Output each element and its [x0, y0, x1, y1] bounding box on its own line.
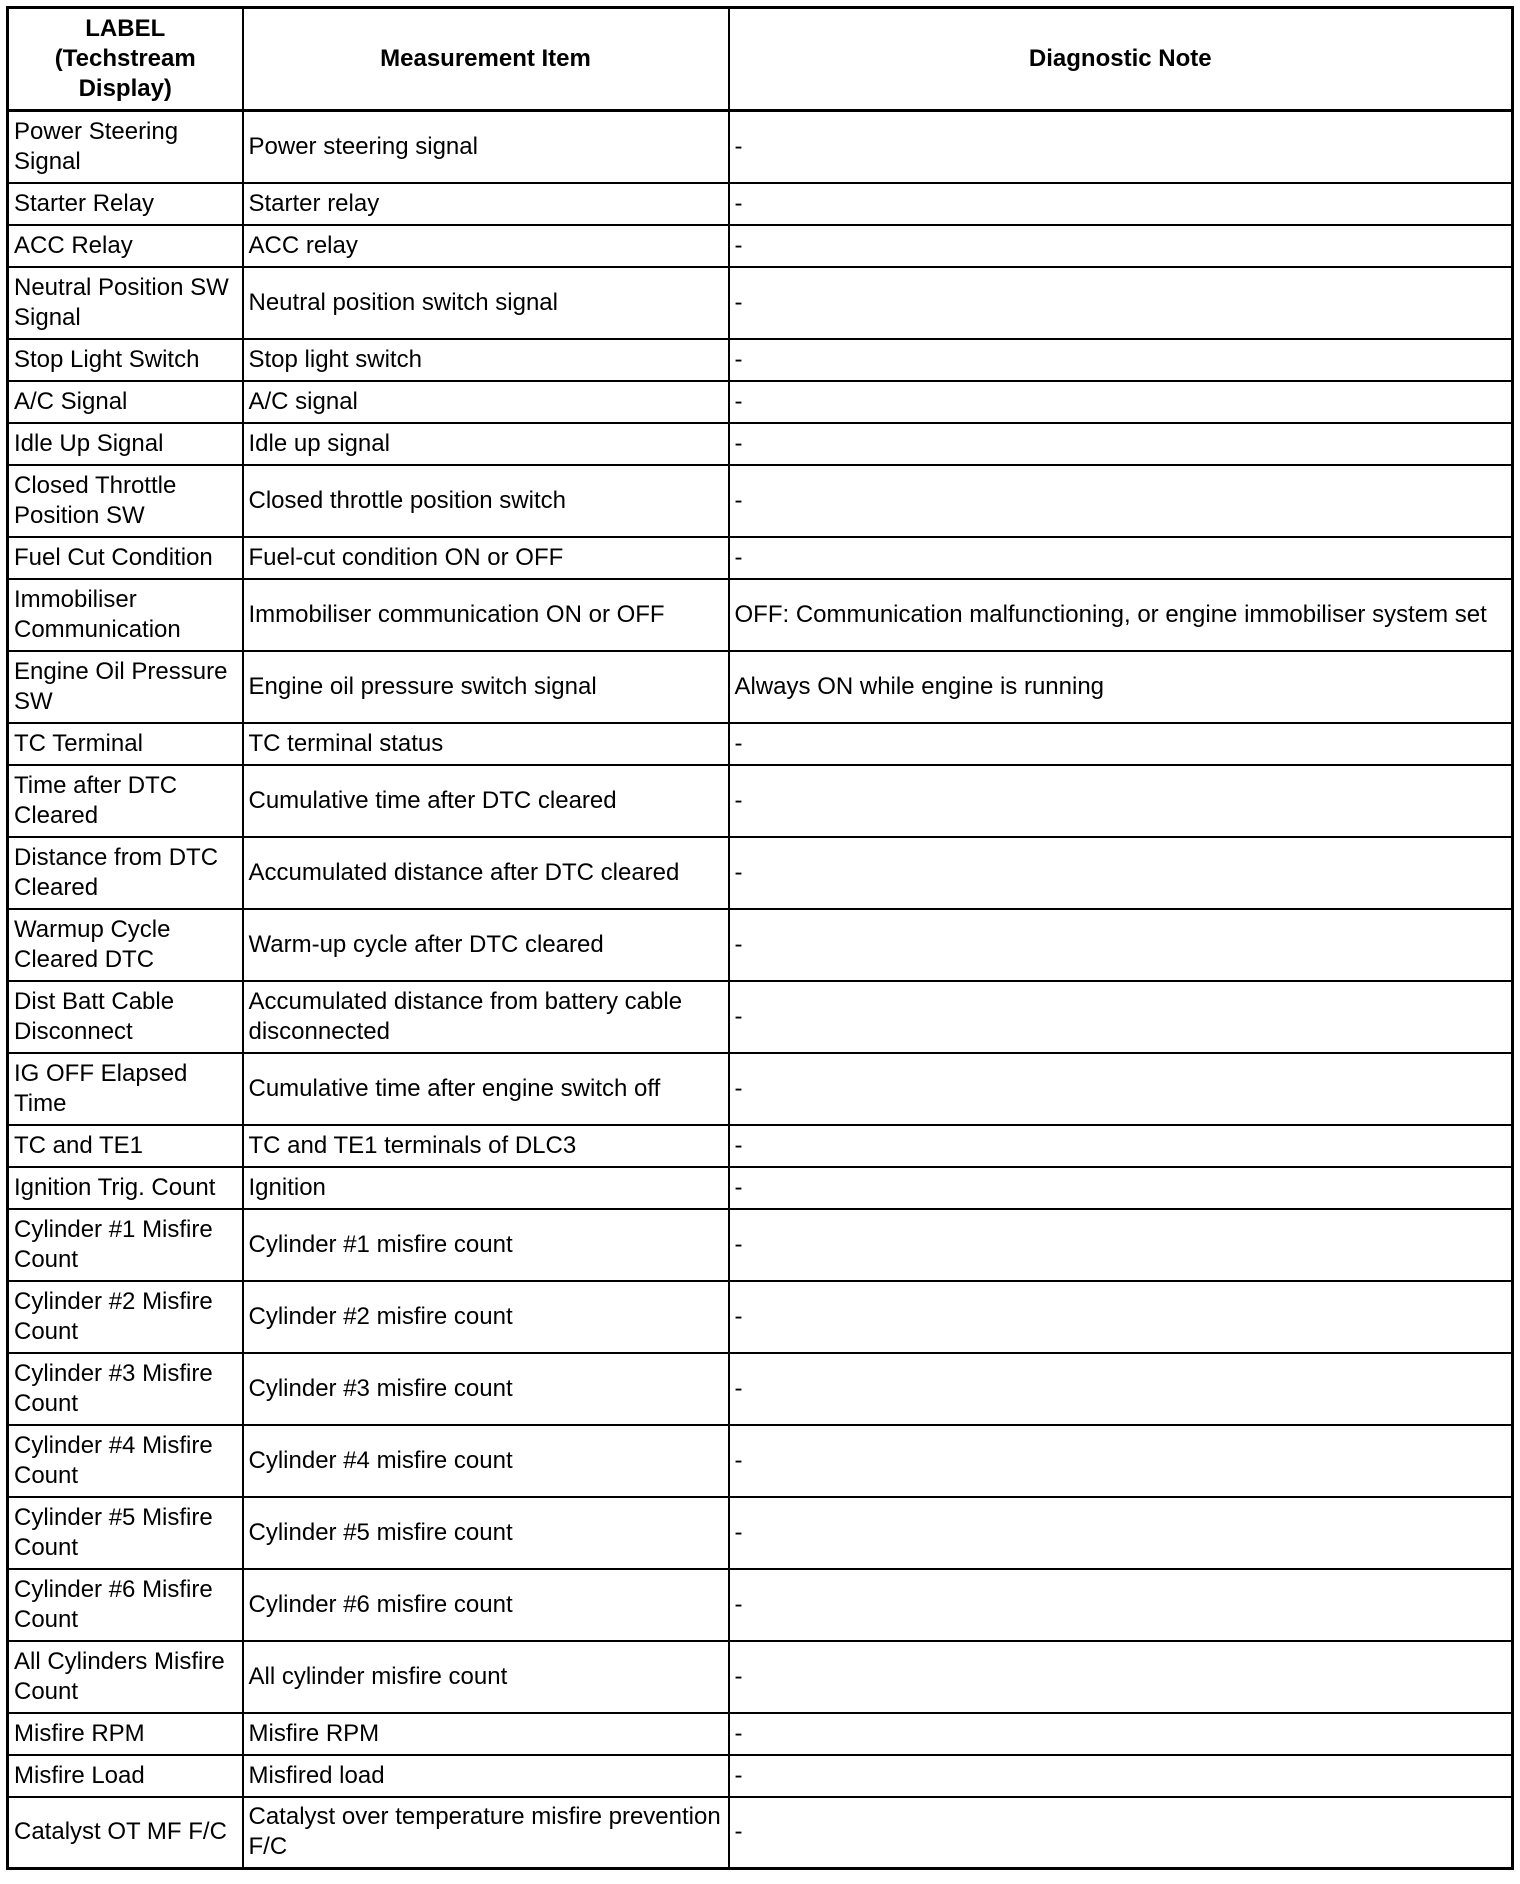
row-diagnostic-note-cell: - — [729, 267, 1513, 339]
table-row — [8, 1497, 1513, 1569]
row-diagnostic-note-cell: - — [729, 1167, 1513, 1209]
table-row — [8, 183, 1513, 225]
row-label-cell: Cylinder #5 Misfire Count — [8, 1497, 243, 1569]
row-measurement-item-cell: Cylinder #3 misfire count — [243, 1353, 729, 1425]
row-measurement-item-cell: ACC relay — [243, 225, 729, 267]
table-row — [8, 579, 1513, 651]
table-row — [8, 1641, 1513, 1713]
row-label-cell: Cylinder #2 Misfire Count — [8, 1281, 243, 1353]
table-row — [8, 1755, 1513, 1797]
row-diagnostic-note-cell: - — [729, 1569, 1513, 1641]
row-measurement-item-cell: Neutral position switch signal — [243, 267, 729, 339]
row-label-cell: Idle Up Signal — [8, 423, 243, 465]
row-diagnostic-note-cell: - — [729, 1053, 1513, 1125]
header-label: LABEL (Techstream Display) — [8, 8, 243, 111]
row-measurement-item-cell: Catalyst over temperature misfire prevention F/C — [243, 1797, 729, 1869]
row-diagnostic-note-cell: - — [729, 1641, 1513, 1713]
row-measurement-item-cell: A/C signal — [243, 381, 729, 423]
row-label-cell: Cylinder #1 Misfire Count — [8, 1209, 243, 1281]
table-row — [8, 225, 1513, 267]
table-row — [8, 537, 1513, 579]
row-label-cell: Misfire Load — [8, 1755, 243, 1797]
table-header — [8, 8, 1513, 111]
row-diagnostic-note-cell: - — [729, 837, 1513, 909]
row-diagnostic-note-cell: - — [729, 423, 1513, 465]
row-label-cell: Neutral Position SW Signal — [8, 267, 243, 339]
table-row — [8, 1353, 1513, 1425]
row-diagnostic-note-cell: - — [729, 1797, 1513, 1869]
row-diagnostic-note-cell: - — [729, 981, 1513, 1053]
table-row — [8, 1281, 1513, 1353]
row-label-cell: Misfire RPM — [8, 1713, 243, 1755]
table-row — [8, 1167, 1513, 1209]
row-measurement-item-cell: Immobiliser communication ON or OFF — [243, 579, 729, 651]
row-diagnostic-note-cell: - — [729, 537, 1513, 579]
row-label-cell: TC Terminal — [8, 723, 243, 765]
header-measurement-item: Measurement Item — [243, 8, 729, 111]
row-diagnostic-note-cell: - — [729, 465, 1513, 537]
row-label-cell: Catalyst OT MF F/C — [8, 1797, 243, 1869]
table-row — [8, 1125, 1513, 1167]
row-label-cell: IG OFF Elapsed Time — [8, 1053, 243, 1125]
row-diagnostic-note-cell: - — [729, 1209, 1513, 1281]
row-label-cell: Power Steering Signal — [8, 111, 243, 183]
row-diagnostic-note-cell: - — [729, 723, 1513, 765]
row-measurement-item-cell: Accumulated distance after DTC cleared — [243, 837, 729, 909]
table-row — [8, 111, 1513, 183]
row-diagnostic-note-cell: - — [729, 225, 1513, 267]
header-diagnostic-note: Diagnostic Note — [729, 8, 1513, 111]
row-measurement-item-cell: Misfired load — [243, 1755, 729, 1797]
row-measurement-item-cell: Idle up signal — [243, 423, 729, 465]
row-diagnostic-note-cell: - — [729, 1353, 1513, 1425]
row-measurement-item-cell: Stop light switch — [243, 339, 729, 381]
row-diagnostic-note-cell: - — [729, 1425, 1513, 1497]
row-diagnostic-note-cell: - — [729, 183, 1513, 225]
row-diagnostic-note-cell: - — [729, 1125, 1513, 1167]
table-row — [8, 1569, 1513, 1641]
header-row — [8, 8, 1513, 111]
table-row — [8, 909, 1513, 981]
row-label-cell: Cylinder #6 Misfire Count — [8, 1569, 243, 1641]
row-measurement-item-cell: Cylinder #5 misfire count — [243, 1497, 729, 1569]
table-row — [8, 651, 1513, 723]
row-measurement-item-cell: Cylinder #2 misfire count — [243, 1281, 729, 1353]
row-diagnostic-note-cell: - — [729, 1713, 1513, 1755]
row-measurement-item-cell: Closed throttle position switch — [243, 465, 729, 537]
row-diagnostic-note-cell: - — [729, 909, 1513, 981]
table-row — [8, 765, 1513, 837]
row-label-cell: Cylinder #3 Misfire Count — [8, 1353, 243, 1425]
table-row — [8, 981, 1513, 1053]
row-diagnostic-note-cell: OFF: Communication malfunctioning, or engine immobiliser system set — [729, 579, 1513, 651]
row-measurement-item-cell: Cumulative time after engine switch off — [243, 1053, 729, 1125]
table-body — [8, 111, 1513, 1869]
row-label-cell: Distance from DTC Cleared — [8, 837, 243, 909]
table-row — [8, 339, 1513, 381]
row-label-cell: TC and TE1 — [8, 1125, 243, 1167]
table-row — [8, 723, 1513, 765]
row-diagnostic-note-cell: - — [729, 765, 1513, 837]
row-diagnostic-note-cell: - — [729, 1281, 1513, 1353]
table-row — [8, 1797, 1513, 1869]
row-diagnostic-note-cell: - — [729, 381, 1513, 423]
row-measurement-item-cell: Fuel-cut condition ON or OFF — [243, 537, 729, 579]
row-diagnostic-note-cell: - — [729, 339, 1513, 381]
row-measurement-item-cell: TC and TE1 terminals of DLC3 — [243, 1125, 729, 1167]
row-label-cell: Ignition Trig. Count — [8, 1167, 243, 1209]
row-measurement-item-cell: TC terminal status — [243, 723, 729, 765]
row-diagnostic-note-cell: - — [729, 111, 1513, 183]
row-diagnostic-note-cell: Always ON while engine is running — [729, 651, 1513, 723]
table-row — [8, 837, 1513, 909]
row-measurement-item-cell: Engine oil pressure switch signal — [243, 651, 729, 723]
row-measurement-item-cell: Cumulative time after DTC cleared — [243, 765, 729, 837]
row-label-cell: ACC Relay — [8, 225, 243, 267]
table-row — [8, 381, 1513, 423]
table-row — [8, 465, 1513, 537]
table-row — [8, 1713, 1513, 1755]
row-label-cell: Starter Relay — [8, 183, 243, 225]
row-measurement-item-cell: Cylinder #4 misfire count — [243, 1425, 729, 1497]
table-row — [8, 1053, 1513, 1125]
row-measurement-item-cell: Warm-up cycle after DTC cleared — [243, 909, 729, 981]
row-label-cell: Cylinder #4 Misfire Count — [8, 1425, 243, 1497]
row-label-cell: Closed Throttle Position SW — [8, 465, 243, 537]
row-label-cell: Time after DTC Cleared — [8, 765, 243, 837]
row-measurement-item-cell: All cylinder misfire count — [243, 1641, 729, 1713]
table-row — [8, 1209, 1513, 1281]
row-label-cell: Dist Batt Cable Disconnect — [8, 981, 243, 1053]
row-label-cell: Engine Oil Pressure SW — [8, 651, 243, 723]
row-label-cell: Immobiliser Communication — [8, 579, 243, 651]
table-row — [8, 423, 1513, 465]
row-label-cell: All Cylinders Misfire Count — [8, 1641, 243, 1713]
row-label-cell: Warmup Cycle Cleared DTC — [8, 909, 243, 981]
table-row — [8, 1425, 1513, 1497]
row-measurement-item-cell: Cylinder #6 misfire count — [243, 1569, 729, 1641]
row-diagnostic-note-cell: - — [729, 1497, 1513, 1569]
row-measurement-item-cell: Ignition — [243, 1167, 729, 1209]
row-label-cell: Fuel Cut Condition — [8, 537, 243, 579]
data-list-table — [6, 6, 1514, 1870]
row-measurement-item-cell: Accumulated distance from battery cable disconnected — [243, 981, 729, 1053]
row-diagnostic-note-cell: - — [729, 1755, 1513, 1797]
row-label-cell: A/C Signal — [8, 381, 243, 423]
row-measurement-item-cell: Cylinder #1 misfire count — [243, 1209, 729, 1281]
row-measurement-item-cell: Starter relay — [243, 183, 729, 225]
row-label-cell: Stop Light Switch — [8, 339, 243, 381]
table-row — [8, 267, 1513, 339]
row-measurement-item-cell: Misfire RPM — [243, 1713, 729, 1755]
row-measurement-item-cell: Power steering signal — [243, 111, 729, 183]
